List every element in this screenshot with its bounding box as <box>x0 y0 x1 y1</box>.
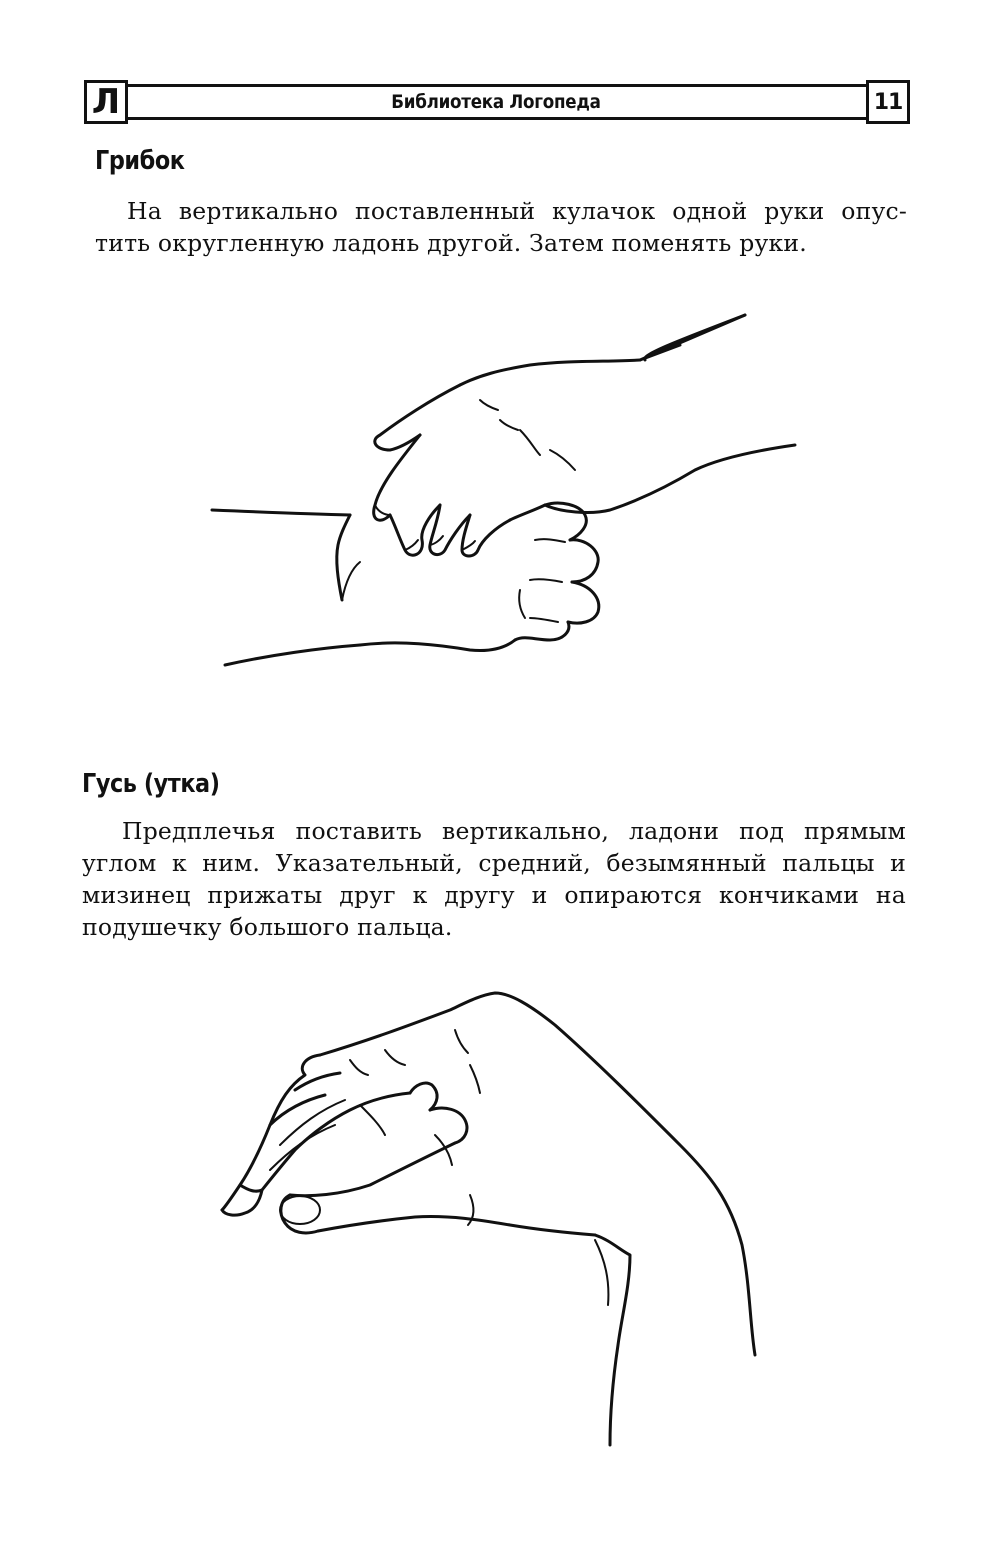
section-text-goose <box>82 815 906 943</box>
header-title: Библиотека Логопеда <box>391 91 601 113</box>
header-title-bar <box>136 84 856 120</box>
section-text-mushroom <box>95 195 907 259</box>
hands-mushroom-illustration <box>200 300 820 690</box>
text-line: мизинец прижаты друг к другу и опираются кончиками на <box>82 881 906 909</box>
header-rule-left <box>128 84 136 120</box>
section-title-mushroom: Грибок <box>95 146 185 176</box>
header-letter-box <box>84 80 128 124</box>
text-line: тить округленную ладонь другой. Затем поменять руки. <box>95 229 807 257</box>
section-title-goose: Гусь (утка) <box>82 769 220 799</box>
page-number: 11 <box>873 89 903 115</box>
text-line: На вертикально поставленный кулачок одной руки опус- <box>127 197 907 225</box>
running-header <box>84 80 912 126</box>
text-line: углом к ним. Указательный, средний, безымянный пальцы и <box>82 849 906 877</box>
page-number-box <box>866 80 910 124</box>
header-rule-right <box>856 84 866 120</box>
hand-goose-illustration <box>210 985 770 1455</box>
text-line: Предплечья поставить вертикально, ладони под прямым <box>122 817 906 845</box>
text-line: подушечку большого пальца. <box>82 913 453 941</box>
header-letter: Л <box>91 82 121 122</box>
